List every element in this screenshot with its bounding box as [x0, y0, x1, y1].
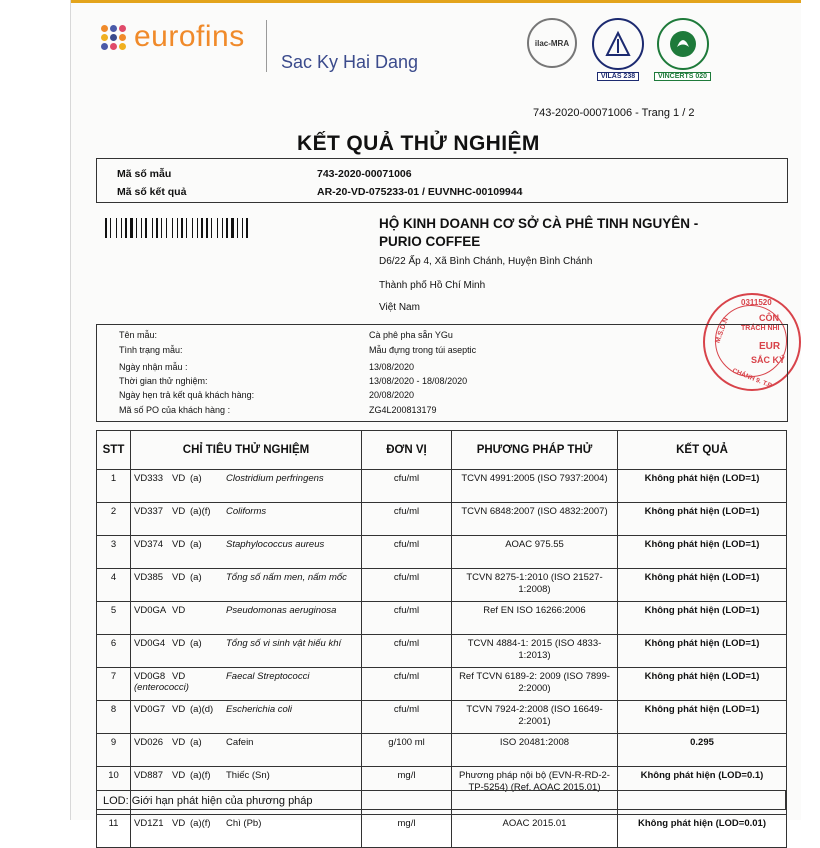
cell-unit: cfu/ml: [362, 569, 452, 602]
cell-stt: 3: [97, 536, 131, 569]
test-code: VD333: [134, 473, 164, 484]
cell-method: TCVN 7924-2:2008 (ISO 16649-2:2001): [452, 701, 618, 734]
test-class: (a): [190, 737, 202, 748]
info-label: Ngày hẹn trả kết quả khách hàng:: [119, 390, 255, 400]
cell-result: Không phát hiện (LOD=1): [618, 503, 787, 536]
cell-method: TCVN 4884-1: 2015 (ISO 4833-1:2013): [452, 635, 618, 668]
cell-test: [131, 701, 362, 734]
logo-divider: [266, 20, 267, 72]
test-name: Thiếc (Sn): [226, 770, 270, 781]
test-class: (a): [190, 473, 202, 484]
result-code-label: Mã số kết quả: [117, 186, 187, 198]
test-class: (a): [190, 539, 202, 550]
cell-method: ISO 20481:2008: [452, 734, 618, 767]
cell-stt: 6: [97, 635, 131, 668]
info-label: Ngày nhận mẫu :: [119, 362, 188, 372]
customer-country: Việt Nam: [379, 302, 420, 313]
info-value: ZG4L200813179: [369, 405, 437, 415]
info-value: Mẫu đựng trong túi aseptic: [369, 345, 477, 355]
test-code: VD0GA: [134, 605, 167, 616]
cell-method: TCVN 6848:2007 (ISO 4832:2007): [452, 503, 618, 536]
stamp-line-1: CÔN: [759, 313, 779, 323]
info-value: 20/08/2020: [369, 390, 415, 400]
cell-method: Ref TCVN 6189-2: 2009 (ISO 7899-2:2000): [452, 668, 618, 701]
cell-method: Ref EN ISO 16266:2006: [452, 602, 618, 635]
lab-name: Sac Ky Hai Dang: [281, 52, 419, 72]
col-header-unit: ĐƠN VỊ: [362, 431, 452, 470]
table-row: [97, 734, 787, 767]
test-vd: VD: [172, 737, 186, 748]
cell-stt: 4: [97, 569, 131, 602]
table-row: [97, 503, 787, 536]
cell-stt: 11: [97, 815, 131, 848]
cell-method: AOAC 2015.01: [452, 815, 618, 848]
vilas-tag: VILAS 238: [597, 72, 639, 81]
cell-unit: cfu/ml: [362, 602, 452, 635]
info-label: Mã số PO của khách hàng :: [119, 405, 231, 415]
cell-stt: 9: [97, 734, 131, 767]
cell-result: Không phát hiện (LOD=0.01): [618, 815, 787, 848]
table-row: [97, 536, 787, 569]
test-code: VD374: [134, 539, 164, 550]
barcode-icon: [105, 218, 251, 238]
cell-stt: 7: [97, 668, 131, 701]
customer-address: D6/22 Ấp 4, Xã Bình Chánh, Huyện Bình Chánh: [379, 256, 593, 267]
cell-unit: g/100 ml: [362, 734, 452, 767]
cell-result: Không phát hiện (LOD=1): [618, 536, 787, 569]
cell-unit: mg/l: [362, 815, 452, 848]
test-vd: VD: [172, 539, 186, 550]
cell-test: [131, 602, 362, 635]
customer-city: Thành phố Hồ Chí Minh: [379, 280, 486, 291]
report-codes-box: [96, 158, 788, 203]
stamp-line-2: TRÁCH NHI: [741, 325, 780, 332]
info-value: 13/08/2020: [369, 362, 415, 372]
stamp-number: 0311520: [741, 298, 772, 307]
cell-unit: cfu/ml: [362, 635, 452, 668]
test-name: Tổng số nấm men, nấm mốc: [226, 572, 347, 583]
stamp-ring-text-2: CHÁNH 9. T.P: [731, 367, 773, 390]
info-label: Tình trạng mẫu:: [119, 345, 183, 355]
cell-test: [131, 668, 362, 701]
cell-result: 0.295: [618, 734, 787, 767]
cell-unit: cfu/ml: [362, 701, 452, 734]
result-code-value: AR-20-VD-075233-01 / EUVNHC-00109944: [317, 186, 523, 198]
stamp-line-4: SẮC KÝ: [751, 355, 786, 365]
cell-test: [131, 815, 362, 848]
vincerts-seal-icon: [654, 18, 711, 81]
cell-result: Không phát hiện (LOD=1): [618, 635, 787, 668]
cell-stt: 10: [97, 767, 131, 815]
ilac-mra-logo: [527, 18, 577, 68]
test-code: VD1Z1: [134, 818, 164, 829]
test-name: Clostridium perfringens: [226, 473, 324, 484]
info-value: Cà phê pha sẵn YGu: [369, 330, 453, 340]
cell-unit: cfu/ml: [362, 536, 452, 569]
test-code: VD385: [134, 572, 164, 583]
test-name: Staphylococcus aureus: [226, 539, 325, 550]
cell-result: Không phát hiện (LOD=1): [618, 602, 787, 635]
lod-note: LOD: Giới hạn phát hiện của phương pháp: [96, 790, 786, 810]
test-class: (a)(f): [190, 770, 211, 781]
cell-test: [131, 569, 362, 602]
test-vd: VD: [172, 818, 186, 829]
test-vd: VD: [172, 605, 186, 616]
test-vd: VD: [172, 770, 186, 781]
table-row: [97, 701, 787, 734]
test-name: Coliforms: [226, 506, 267, 517]
report-title: KẾT QUẢ THỬ NGHIỆM: [297, 132, 540, 155]
cell-unit: mg/l: [362, 767, 452, 815]
cell-unit: cfu/ml: [362, 668, 452, 701]
cell-method: TCVN 4991:2005 (ISO 7937:2004): [452, 470, 618, 503]
test-vd: VD: [172, 506, 186, 517]
col-header-test: CHỈ TIÊU THỬ NGHIỆM: [131, 431, 362, 470]
cell-unit: cfu/ml: [362, 470, 452, 503]
table-row: [97, 569, 787, 602]
test-code: VD0G8: [134, 671, 166, 682]
test-name: Faecal Streptococci (enterococci): [134, 671, 310, 693]
cell-method: Phương pháp nội bộ (EVN-R-RD-2-TP-5254) (Ref. AOAC 2015.01): [452, 767, 618, 815]
info-label: Tên mẫu:: [119, 330, 158, 340]
logo-dots-icon: [101, 25, 126, 50]
cell-stt: 1: [97, 470, 131, 503]
brand-name: eurofins: [134, 20, 245, 53]
test-vd: VD: [172, 638, 186, 649]
table-row: [97, 815, 787, 848]
cell-stt: 8: [97, 701, 131, 734]
cell-method: TCVN 8275-1:2010 (ISO 21527-1:2008): [452, 569, 618, 602]
cell-stt: 5: [97, 602, 131, 635]
test-name: Tổng số vi sinh vật hiếu khí: [226, 638, 342, 649]
test-class: (a): [190, 572, 202, 583]
cell-result: Không phát hiện (LOD=0.1): [618, 767, 787, 815]
report-ref-page: 743-2020-00071006 - Trang 1 / 2: [533, 107, 695, 119]
results-table: [96, 430, 787, 848]
cell-result: Không phát hiện (LOD=1): [618, 569, 787, 602]
test-name: Chì (Pb): [226, 818, 262, 829]
test-code: VD0G4: [134, 638, 166, 649]
stamp-ring-text: M.S.D.N: [714, 316, 731, 345]
cell-method: AOAC 975.55: [452, 536, 618, 569]
info-label: Thời gian thử nghiệm:: [119, 376, 208, 386]
test-name: Cafein: [226, 737, 254, 748]
table-row: [97, 635, 787, 668]
ilac-mra-text: ilac-MRA: [534, 38, 570, 48]
col-header-method: PHƯƠNG PHÁP THỬ: [452, 431, 618, 470]
test-class: (a): [190, 638, 202, 649]
table-row: [97, 470, 787, 503]
test-vd: VD: [172, 473, 186, 484]
test-code: VD887: [134, 770, 164, 781]
test-class: (a)(f): [190, 818, 211, 829]
test-class: (a)(d): [190, 704, 214, 715]
stamp-line-3: EUR: [759, 341, 781, 352]
cell-test: [131, 536, 362, 569]
vincerts-tag: VINCERTS 020: [654, 72, 711, 81]
test-vd: VD: [172, 671, 186, 682]
boa-accreditation-seal-icon: [592, 18, 644, 81]
test-code: VD026: [134, 737, 164, 748]
test-code: VD337: [134, 506, 164, 517]
test-name: Pseudomonas aeruginosa: [226, 605, 337, 616]
eurofins-logo: [101, 20, 245, 54]
cell-result: Không phát hiện (LOD=1): [618, 470, 787, 503]
table-row: [97, 602, 787, 635]
col-header-stt: STT: [97, 431, 131, 470]
cell-unit: cfu/ml: [362, 503, 452, 536]
test-name: Escherichia coli: [226, 704, 292, 715]
cell-result: Không phát hiện (LOD=1): [618, 701, 787, 734]
cell-test: [131, 635, 362, 668]
top-accent-rule: [71, 0, 801, 3]
cell-test: [131, 734, 362, 767]
cell-result: Không phát hiện (LOD=1): [618, 668, 787, 701]
sample-info-box: [96, 324, 788, 422]
test-vd: VD: [172, 704, 186, 715]
cell-stt: 2: [97, 503, 131, 536]
sample-code-label: Mã số mẫu: [117, 168, 172, 180]
customer-name: HỘ KINH DOANH CƠ SỞ CÀ PHÊ TINH NGUYÊN - PURIO COFFEE: [379, 216, 699, 249]
col-header-result: KẾT QUẢ: [618, 431, 787, 470]
table-row: [97, 668, 787, 701]
report-page: [70, 0, 801, 829]
cell-test: [131, 503, 362, 536]
test-class: (a)(f): [190, 506, 211, 517]
cell-test: [131, 470, 362, 503]
test-code: VD0G7: [134, 704, 166, 715]
test-vd: VD: [172, 572, 186, 583]
sample-code-value: 743-2020-00071006: [317, 168, 412, 180]
info-value: 13/08/2020 - 18/08/2020: [369, 376, 468, 386]
table-header-row: [97, 431, 787, 470]
